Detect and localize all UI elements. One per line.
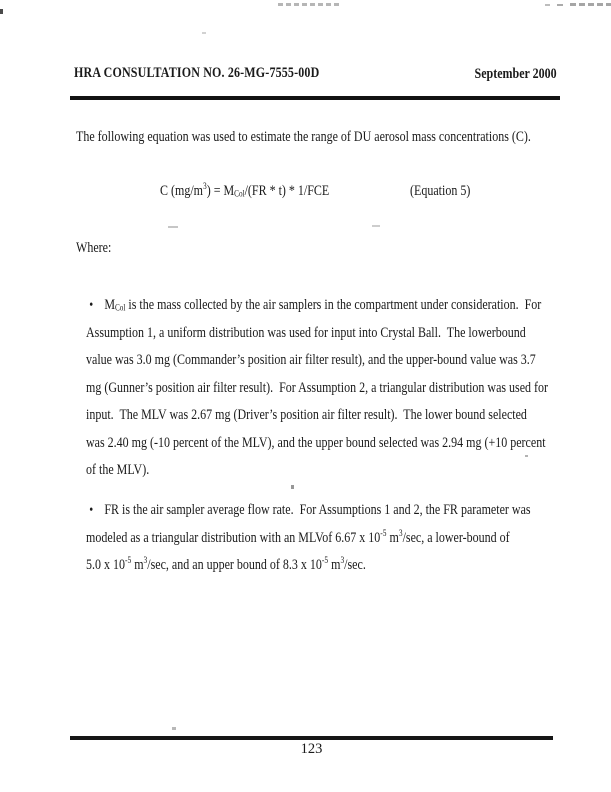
scan-speck [168,226,178,228]
bullet-icon: • [89,298,94,313]
header-report-number-text: HRA CONSULTATION NO. 26-MG-7555-00D [74,65,320,81]
bullet-icon: • [89,503,94,518]
header-date-text: September 2000 [474,66,557,82]
bullet-line: was 2.40 mg (-10 percent of the MLV), and the upper bound selected was 2.94 mg (+10 percent [86,434,546,451]
scan-artifact [278,3,340,6]
scan-speck [372,225,380,227]
equation-label [410,183,485,200]
bullet-line: input. The MLV was 2.67 mg (Driver’s position air filter result). The lower bound selected [86,407,527,423]
bullet-item-mcol [86,292,611,485]
scan-artifact [545,4,550,6]
bullet-line [86,292,548,320]
bullet-line-text: $M_{Col}$ is the mass collected by the air samplers in the compartment under consideration. For [104,297,542,313]
where-label [76,240,120,257]
scan-speck [291,485,294,489]
equation-text: C $(mg/m^3) = M_{Col}/(FR * t) * 1/FCE$ [160,182,330,199]
header-report-number [74,65,381,82]
equation-label-text: (Equation 5) [410,183,471,199]
scan-speck [202,32,206,34]
header-rule [70,96,560,100]
scan-artifact [0,9,3,14]
bullet-item-fr [86,497,611,580]
bullet-line [86,497,531,525]
footer-rule [70,736,553,740]
intro-text: The following equation was used to estimate the range of DU aerosol mass concentrations (C). [76,129,531,145]
intro-paragraph [76,129,611,146]
header-date [454,66,557,83]
bullet-line: 5.0 x $10^{-5}$ $m^3/\sec$, and an upper bound of 8.3 x $10^{-5}$ $m^3/\sec$. [86,556,366,573]
equation [160,183,372,200]
scan-speck [172,727,176,730]
bullet-line: of the MLV). [86,462,150,478]
bullet-line: Assumption 1, a uniform distribution was used for input into Crystal Ball. The lowerbound [86,324,526,341]
scan-artifact [570,3,611,6]
bullet-line-text: FR is the air sampler average flow rate. For Assumptions 1 and 2, the FR parameter was [104,502,531,518]
bullet-line: modeled as a triangular distribution with an MLVof 6.67 x $10^{-5}$ $m^3/\sec$, a lower-bound of [86,528,510,546]
page-number: 123 [300,741,323,757]
scan-artifact [557,4,563,6]
where-label-text: Where: [76,240,112,256]
bullet-line: value was 3.0 mg (Commander’s position air filter result), and the upper-bound value was 3.7 [86,352,536,368]
bullet-line: mg (Gunner’s position air filter result). For Assumption 2, a triangular distribution was used for [86,379,549,396]
